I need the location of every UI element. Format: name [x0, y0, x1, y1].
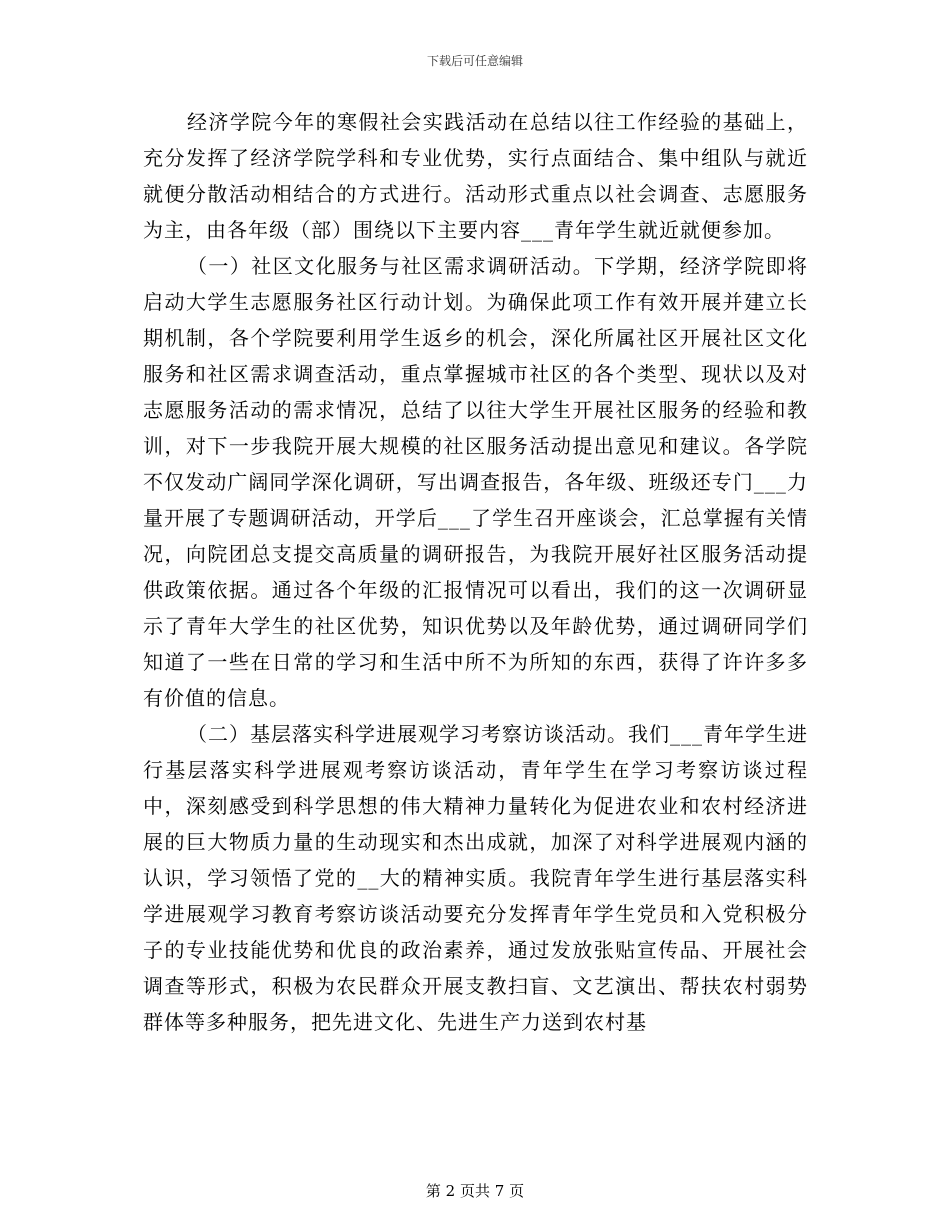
- page-number-footer: 第 2 页共 7 页: [425, 1182, 525, 1200]
- paragraph-community-service: （一）社区文化服务与社区需求调研活动。下学期，经济学院即将启动大学生志愿服务社区行动计划。为确保此项工作有效开展并建立长期机制，各个学院要利用学生返乡的机会，深化所属社区开展社区文化服务和社区需求调查活动，重点掌握城市社区的各个类型、现状以及对志愿服务活动的需求情况，总结了以往大学生开展社区服务的经验和教训，对下一步我院开展大规模的社区服务活动提出意见和建议。各学院不仅发动广阔同学深化调研，写出调查报告，各年级、班级还专门___力量开展了专题调研活动，开学后___了学生召开座谈会，汇总掌握有关情况，向院团总支提交高质量的调研报告，为我院开展好社区服务活动提供政策依据。通过各个年级的汇报情况可以看出，我们的这一次调研显示了青年大学生的社区优势，知识优势以及年龄优势，通过调研同学们知道了一些在日常的学习和生活中所不为所知的东西，获得了许许多多有价值的信息。: [143, 254, 808, 710]
- page-header: 下载后可任意编辑: [426, 54, 523, 68]
- paragraph-intro: 经济学院今年的寒假社会实践活动在总结以往工作经验的基础上，充分发挥了经济学院学科和专业优势，实行点面结合、集中组队与就近就便分散活动相结合的方式进行。活动形式重点以社会调查、志愿服务为主，由各年级（部）围绕以下主要内容___青年学生就近就便参加。: [143, 110, 808, 242]
- paragraph-grassroots-study: （二）基层落实科学进展观学习考察访谈活动。我们___青年学生进行基层落实科学进展观考察访谈活动，青年学生在学习考察访谈过程中，深刻感受到科学思想的伟大精神力量转化为促进农业和农村经济进展的巨大物质力量的生动现实和杰出成就，加深了对科学进展观内涵的认识，学习领悟了党的__大的精神实质。我院青年学生进行基层落实科学进展观学习教育考察访谈活动要充分发挥青年学生党员和入党积极分子的专业技能优势和优良的政治素养，通过发放张贴宣传品、开展社会调查等形式，积极为农民群众开展支教扫盲、文艺演出、帮扶农村弱势群体等多种服务，把先进文化、先进生产力送到农村基: [143, 722, 808, 1034]
- document-body: [143, 104, 808, 1040]
